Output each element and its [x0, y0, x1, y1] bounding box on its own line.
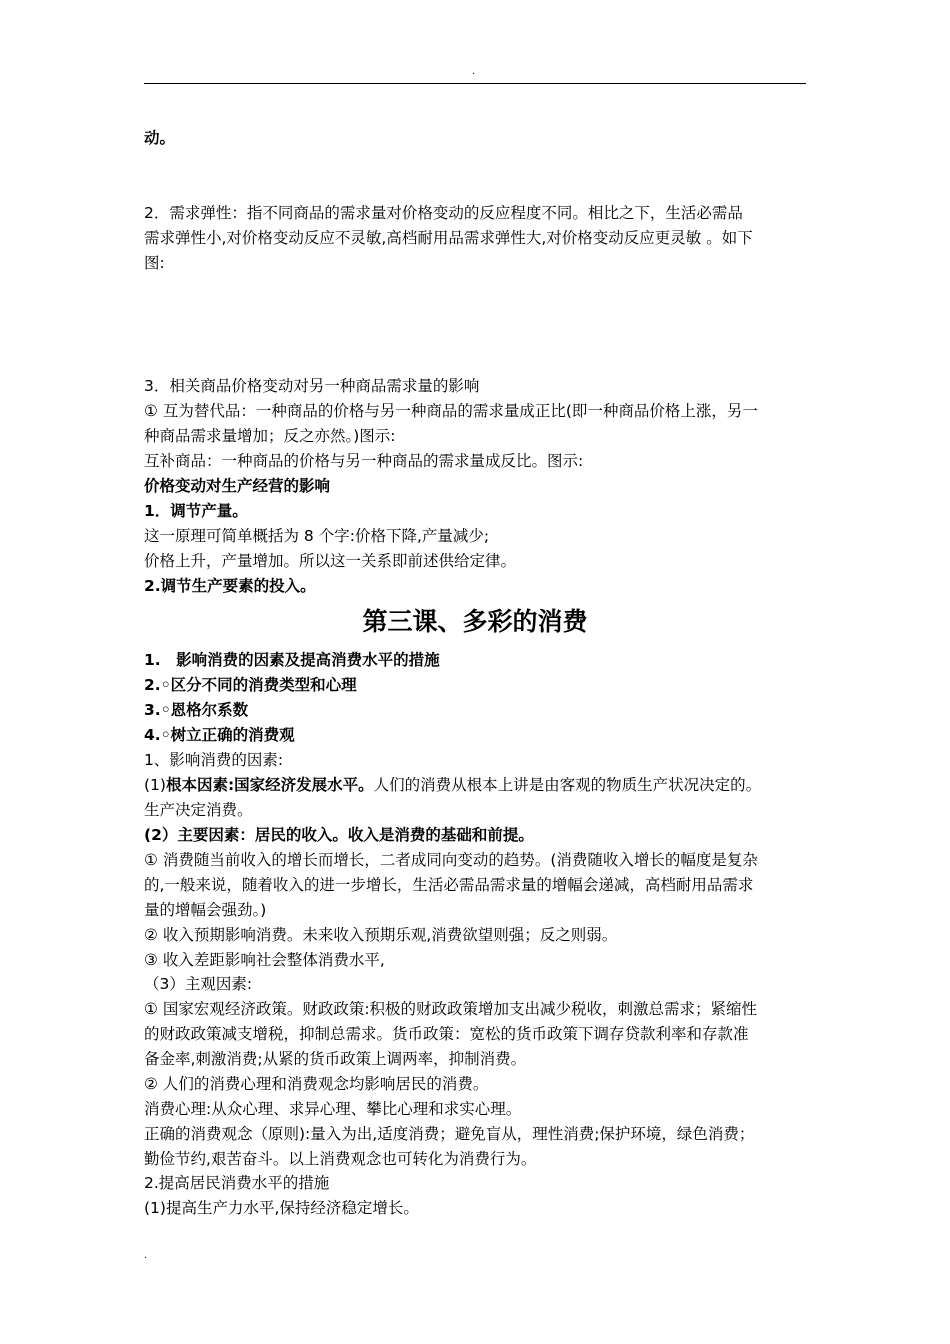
- text-line: ① 国家宏观经济政策。财政政策:积极的财政政策增加支出减少税收，刺激总需求；紧缩性: [144, 1000, 758, 1018]
- outline-item: 2.◦区分不同的消费类型和心理: [144, 676, 357, 694]
- header-mark: .: [472, 66, 476, 77]
- text-line: 2.提高居民消费水平的措施: [144, 1174, 330, 1192]
- outline-item: 1. 影响消费的因素及提高消费水平的措施: [144, 651, 440, 669]
- item-number: (1): [144, 776, 166, 794]
- chapter-title: 第三课、多彩的消费: [362, 607, 588, 636]
- text-line: [144, 823, 534, 847]
- text-line: 正确的消费观念（原则):量入为出,适度消费；避免盲从，理性消费;保护环境，绿色消费；: [144, 1125, 755, 1143]
- text-line: 需求弹性小,对价格变动反应不灵敏,高档耐用品需求弹性大,对价格变动反应更灵敏 。如下: [144, 229, 753, 247]
- text-line: ② 收入预期影响消费。未来收入预期乐观,消费欲望则强；反之则弱。: [144, 926, 618, 944]
- text-line: 互补商品：一种商品的价格与另一种商品的需求量成反比。图示:: [144, 452, 584, 470]
- text-line: ① 互为替代品：一种商品的价格与另一种商品的需求量成正比(即一种商品价格上涨，另一: [144, 402, 758, 420]
- text-line: （3）主观因素:: [144, 975, 253, 993]
- text-line: ② 人们的消费心理和消费观念均影响居民的消费。: [144, 1075, 489, 1093]
- text-line: 量的增幅会强劲。): [144, 901, 267, 919]
- text-phrase: 人们的消费从根本上讲是由客观的物质生产状况决定的。: [373, 776, 762, 794]
- text-line: ③ 收入差距影响社会整体消费水平,: [144, 951, 385, 969]
- text-line: 动。: [144, 129, 176, 147]
- bold-phrase: 主要因素：居民的收入。收入是消费的基础和前提。: [177, 826, 534, 844]
- outline-item: 4.◦树立正确的消费观: [144, 726, 295, 744]
- text-line: 的,一般来说，随着收入的进一步增长，生活必需品需求量的增幅会递减，高档耐用品需求: [144, 876, 754, 894]
- text-line: 的财政政策减支增税，抑制总需求。货币政策：宽松的货币政策下调存贷款利率和存款准: [144, 1025, 749, 1043]
- footer-mark: .: [144, 1250, 148, 1261]
- header-rule: [144, 83, 806, 84]
- text-line: 3．相关商品价格变动对另一种商品需求量的影响: [144, 377, 480, 395]
- text-line: 图:: [144, 254, 165, 272]
- text-line: 备金率,刺激消费;从紧的货币政策上调两率，抑制消费。: [144, 1050, 527, 1068]
- item-number: (2）: [144, 826, 178, 844]
- text-line: [144, 773, 761, 797]
- section-heading: 价格变动对生产经营的影响: [144, 477, 331, 495]
- text-line: ① 消费随当前收入的增长而增长，二者成同向变动的趋势。(消费随收入增长的幅度是复杂: [144, 851, 758, 869]
- text-line: 2．需求弹性：指不同商品的需求量对价格变动的反应程度不同。相比之下，生活必需品: [144, 204, 743, 222]
- text-line: 1、影响消费的因素:: [144, 751, 284, 769]
- text-line: 消费心理:从众心理、求异心理、攀比心理和求实心理。: [144, 1100, 522, 1118]
- text-line: 勤俭节约,艰苦奋斗。以上消费观念也可转化为消费行为。: [144, 1150, 537, 1168]
- outline-item: 3.◦恩格尔系数: [144, 701, 249, 719]
- text-line: 种商品需求量增加；反之亦然。)图示:: [144, 427, 396, 445]
- text-line: 2.调节生产要素的投入。: [144, 577, 316, 595]
- text-line: 价格上升，产量增加。所以这一关系即前述供给定律。: [144, 552, 517, 570]
- text-line: 这一原理可简单概括为 8 个字:价格下降,产量减少;: [144, 527, 490, 545]
- text-line: 生产决定消费。: [144, 801, 253, 819]
- text-line: (1)提高生产力水平,保持经济稳定增长。: [144, 1199, 419, 1217]
- bold-phrase: 根本因素:国家经济发展水平。: [165, 776, 374, 794]
- text-line: 1．调节产量。: [144, 502, 248, 520]
